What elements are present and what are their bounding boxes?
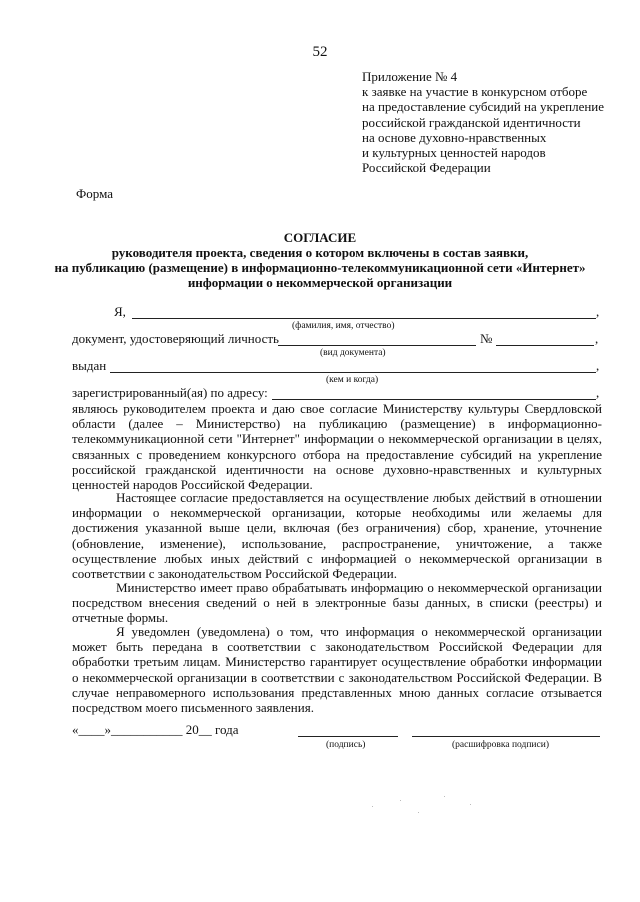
appendix-line: и культурных ценностей народов [362,145,546,161]
date-field[interactable]: «____»___________ 20__ года [72,722,239,737]
consent-paragraph-4: Я уведомлен (уведомлена) о том, что информация о некоммерческой организации может быть передана в соответствии с законодательством Российской Федерации для обработки третьим лицам. Министерство гарантирует осуществление обработки информации о некоммерческой организации в соответствии с законодательством Российской Федерации. В случае неправомерного использования представленных мною данных согласие отзывается посредством моего письменного заявления. [72,624,602,716]
i-label: Я, [114,304,126,319]
signature-decode-field[interactable] [412,736,600,737]
comma: , [596,385,600,400]
scan-artifact [372,806,373,807]
issued-field[interactable] [110,372,596,373]
appendix-line: на основе духовно-нравственных [362,129,547,145]
title-subline: на публикацию (размещение) в информационно-телекоммуникационной сети «Интернет» [54,260,586,275]
appendix-block [362,69,632,175]
comma: , [595,331,599,346]
appendix-line: к заявке на участие в конкурсном отборе [362,84,588,100]
document-caption: (вид документа) [320,348,386,358]
comma: , [596,358,600,373]
title-subline: руководителя проекта, сведения о котором включены в состав заявки, [111,245,529,260]
consent-paragraph-1: являюсь руководителем проекта и даю свое согласие Министерству культуры Свердловской области (далее – Министерство) на публикацию (размещение) в информационно-телекоммуникационной сети "Интернет" информации о некоммерческой организации в целях, связанных с проведением конкурсного отбора на предоставление субсидий на укрепление российской гражданской идентичности на основе духовно-нравственных и культурных ценностей народов Российской Федерации. [72,401,602,493]
fullname-caption: (фамилия, имя, отчество) [292,321,395,331]
document-type-field[interactable] [278,345,476,346]
issued-label: выдан [72,358,107,373]
consent-paragraph-3: Министерство имеет право обрабатывать информацию о некоммерческой организации посредством внесения сведений о ней в электронные базы данных, в списки (реестры) и отчетные формы. [72,580,602,626]
signature-decode-caption: (расшифровка подписи) [452,740,549,750]
document-title [0,230,640,290]
appendix-line: Российской Федерации [362,160,491,176]
appendix-line: российской гражданской идентичности [362,114,581,130]
appendix-line: на предоставление субсидий на укрепление [362,99,605,115]
form-label: Форма [76,186,113,201]
address-field[interactable] [272,399,596,400]
document-label: документ, удостоверяющий личность [72,331,279,346]
document-number-field[interactable] [496,345,594,346]
scan-artifact [418,812,419,813]
scan-artifact [400,800,401,801]
appendix-line: Приложение № 4 [362,69,458,84]
comma: , [596,304,600,319]
page-number: 52 [312,44,328,60]
signature-field[interactable] [298,736,398,737]
number-label: № [480,331,493,346]
scan-artifact [444,796,445,797]
issued-caption: (кем и когда) [326,375,379,385]
consent-paragraph-2: Настоящее согласие предоставляется на осуществление любых действий в отношении информации о некоммерческой организации, которые необходимы или желаемы для достижения указанной выше цели, включая (без ограничения) сбор, хранение, уточнение (обновление, изменение), использование, распространение, уничтожение, а также осуществление любых иных действий с информацией о некоммерческой организации в соответствии с законодательством Российской Федерации. [72,490,602,582]
fullname-field[interactable] [132,318,596,319]
address-label: зарегистрированный(ая) по адресу: [72,385,268,400]
signature-caption: (подпись) [326,740,366,750]
scan-artifact [470,804,471,805]
title-subline: информации о некоммерческой организации [187,275,453,290]
title-heading: СОГЛАСИЕ [283,230,357,245]
